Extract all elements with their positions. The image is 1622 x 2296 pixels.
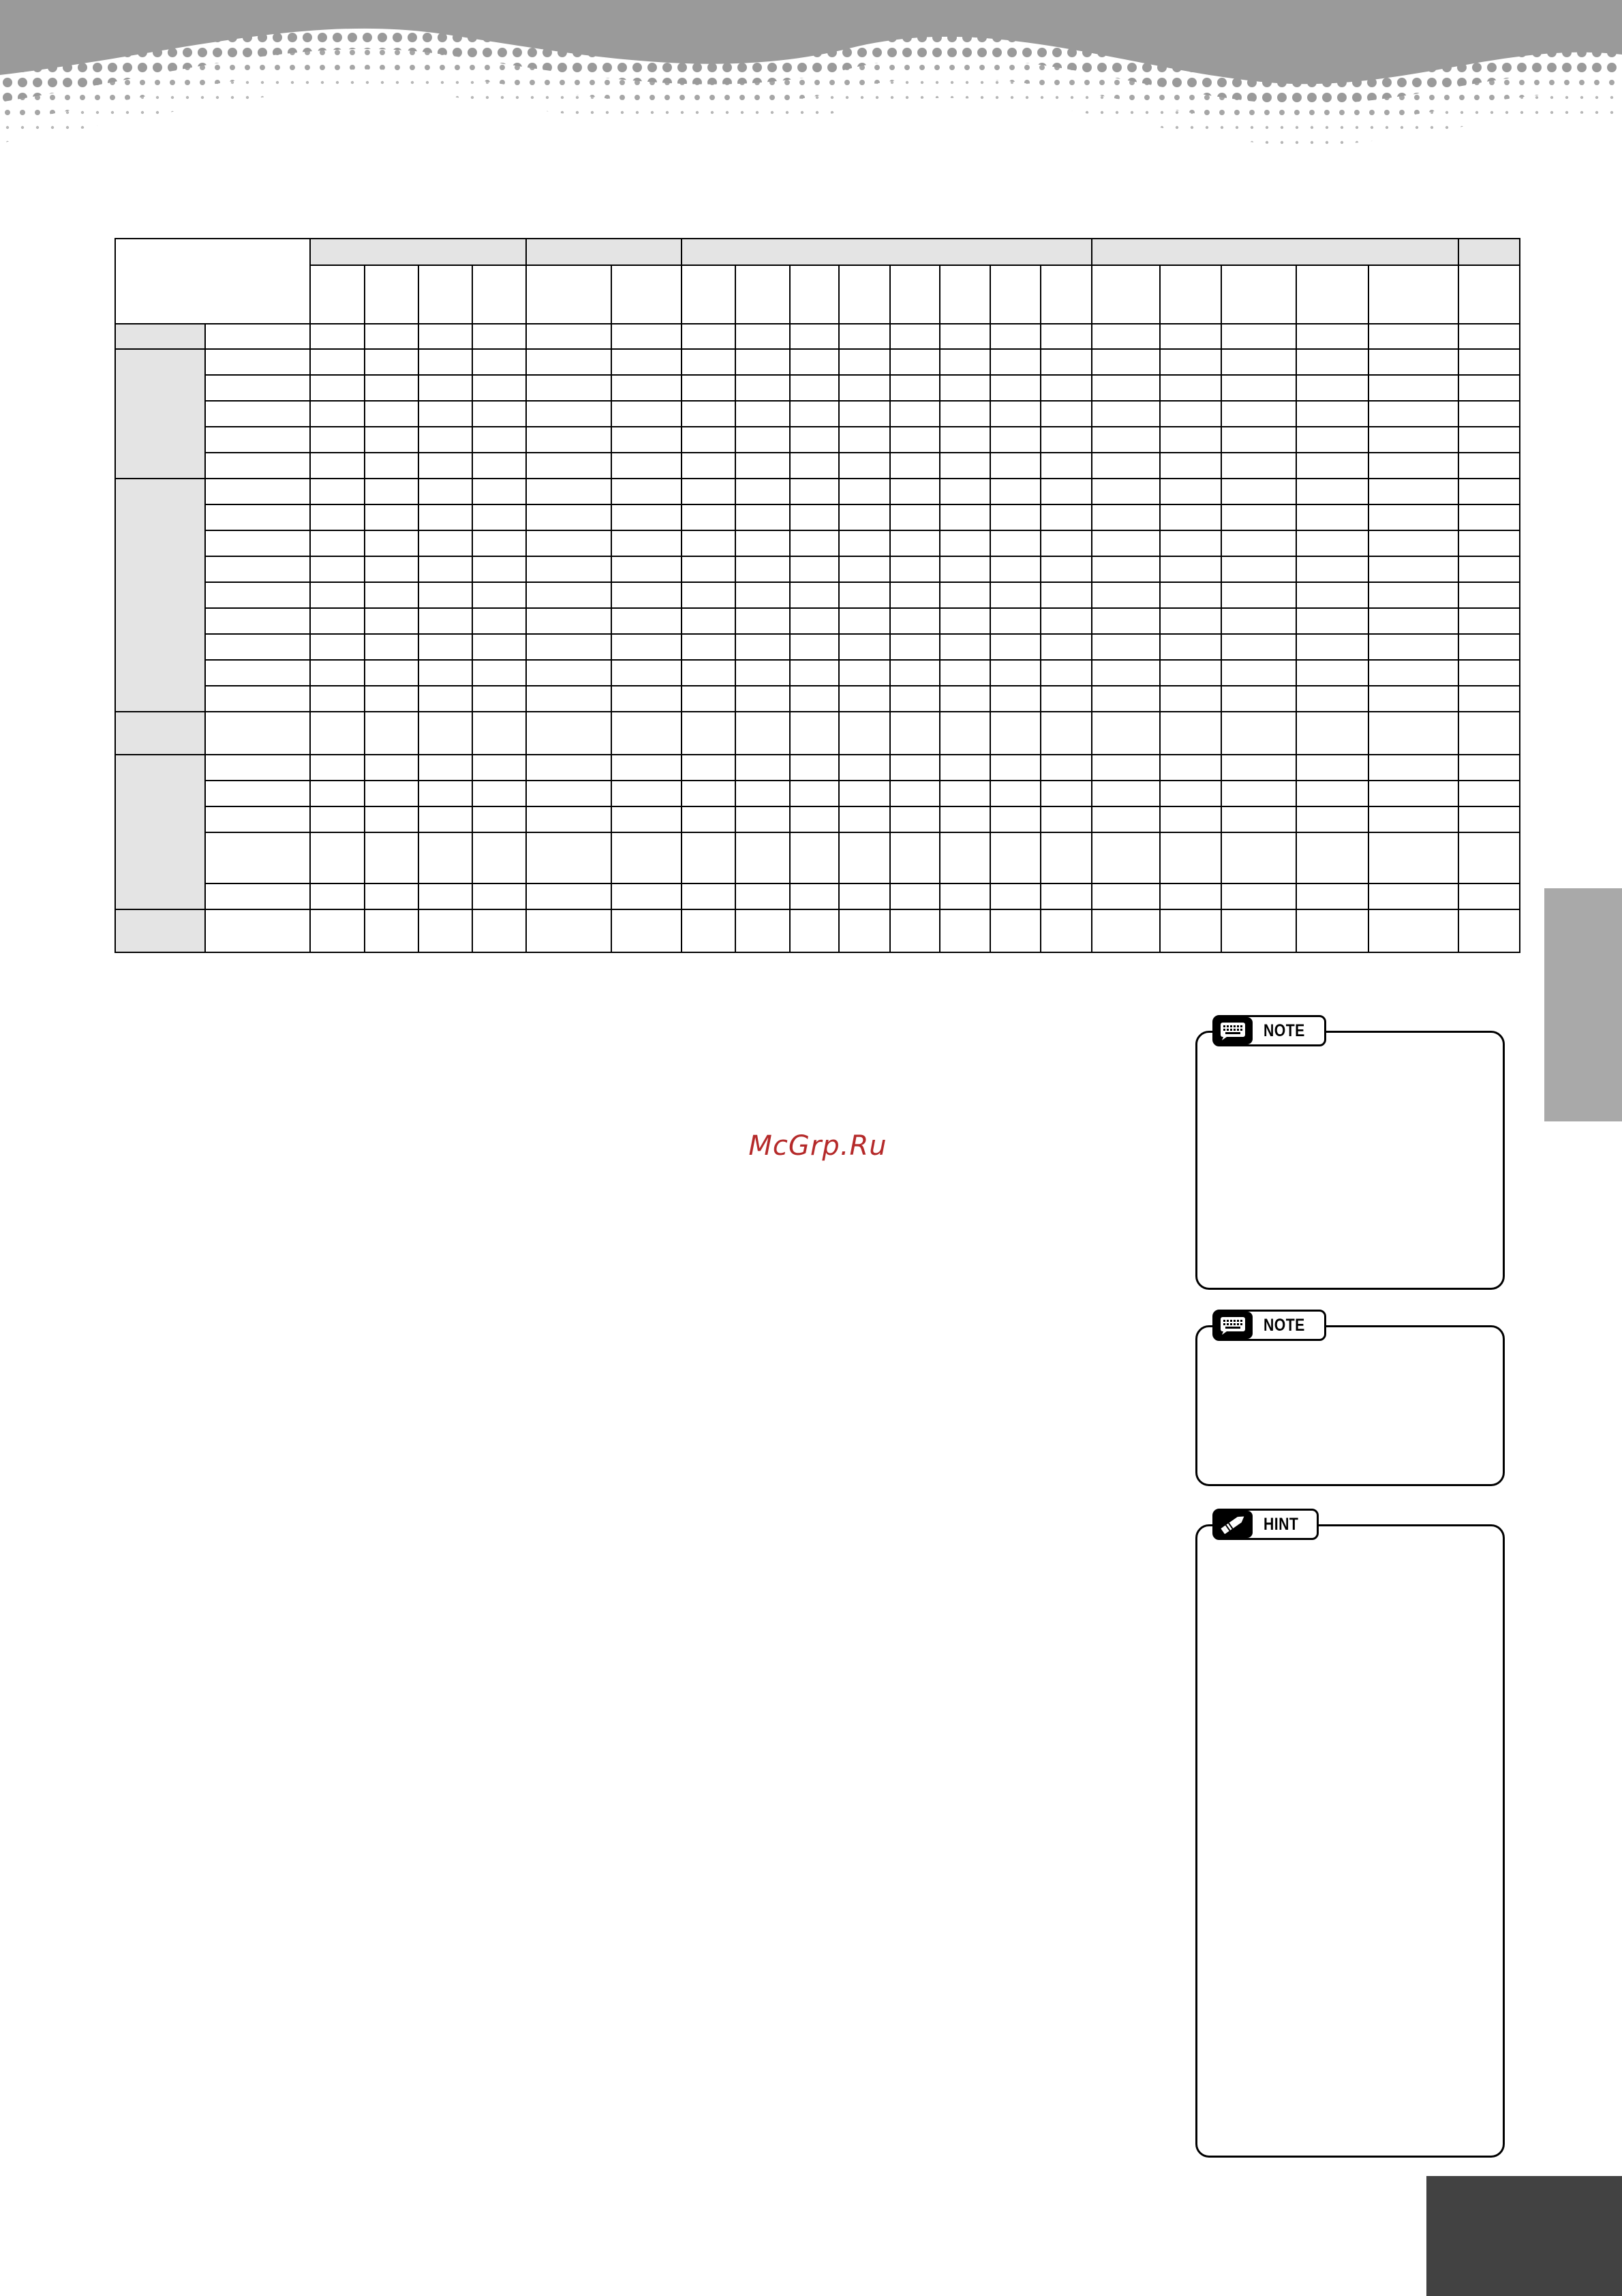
table-row [115, 324, 1520, 349]
keyboard-icon [1213, 1312, 1253, 1339]
table-row [115, 375, 1520, 401]
table-row [115, 806, 1520, 832]
section-side-tab [1544, 888, 1622, 1121]
watermark-text: McGrp.Ru [748, 1130, 887, 1162]
corner-header-cell [115, 239, 310, 324]
table-row [115, 349, 1520, 375]
group-header-cell [310, 239, 527, 265]
note-label: NOTE [1264, 1021, 1305, 1040]
table-row [115, 427, 1520, 453]
page-corner-block [1426, 2176, 1622, 2296]
table-row [115, 909, 1520, 952]
table-row [115, 608, 1520, 634]
table-row [115, 634, 1520, 660]
note-box [1195, 1021, 1505, 1290]
group-header-cell [1092, 239, 1458, 265]
hint-tag [1212, 1509, 1319, 1540]
row-group-cell [115, 349, 205, 479]
table-row [115, 712, 1520, 755]
table-row [115, 401, 1520, 427]
table-row [115, 781, 1520, 806]
group-header-cell [1458, 239, 1520, 265]
halftone-header-band [0, 0, 1622, 184]
table-row [115, 883, 1520, 909]
column-header-row [115, 265, 1520, 324]
row-group-cell [115, 755, 205, 909]
row-group-cell [115, 479, 205, 712]
group-header-cell [526, 239, 681, 265]
table-row [115, 479, 1520, 504]
note-tag [1212, 1015, 1326, 1046]
table-row [115, 660, 1520, 686]
table-row [115, 582, 1520, 608]
group-header-cell [682, 239, 1092, 265]
table-row [115, 686, 1520, 712]
table-row [115, 832, 1520, 883]
note-tag [1212, 1310, 1326, 1341]
hint-label: HINT [1264, 1514, 1299, 1534]
group-header-row [115, 239, 1520, 265]
table-row [115, 556, 1520, 582]
hint-box [1195, 1514, 1505, 2158]
table-row [115, 755, 1520, 781]
table-row [115, 504, 1520, 530]
keyboard-icon [1213, 1017, 1253, 1044]
row-group-cell [115, 909, 205, 952]
table-row [115, 453, 1520, 479]
note-label: NOTE [1264, 1315, 1305, 1335]
specification-grid [114, 238, 1520, 953]
row-group-cell [115, 712, 205, 755]
pencil-icon [1213, 1511, 1253, 1538]
note-box [1195, 1315, 1505, 1486]
table-row [115, 530, 1520, 556]
